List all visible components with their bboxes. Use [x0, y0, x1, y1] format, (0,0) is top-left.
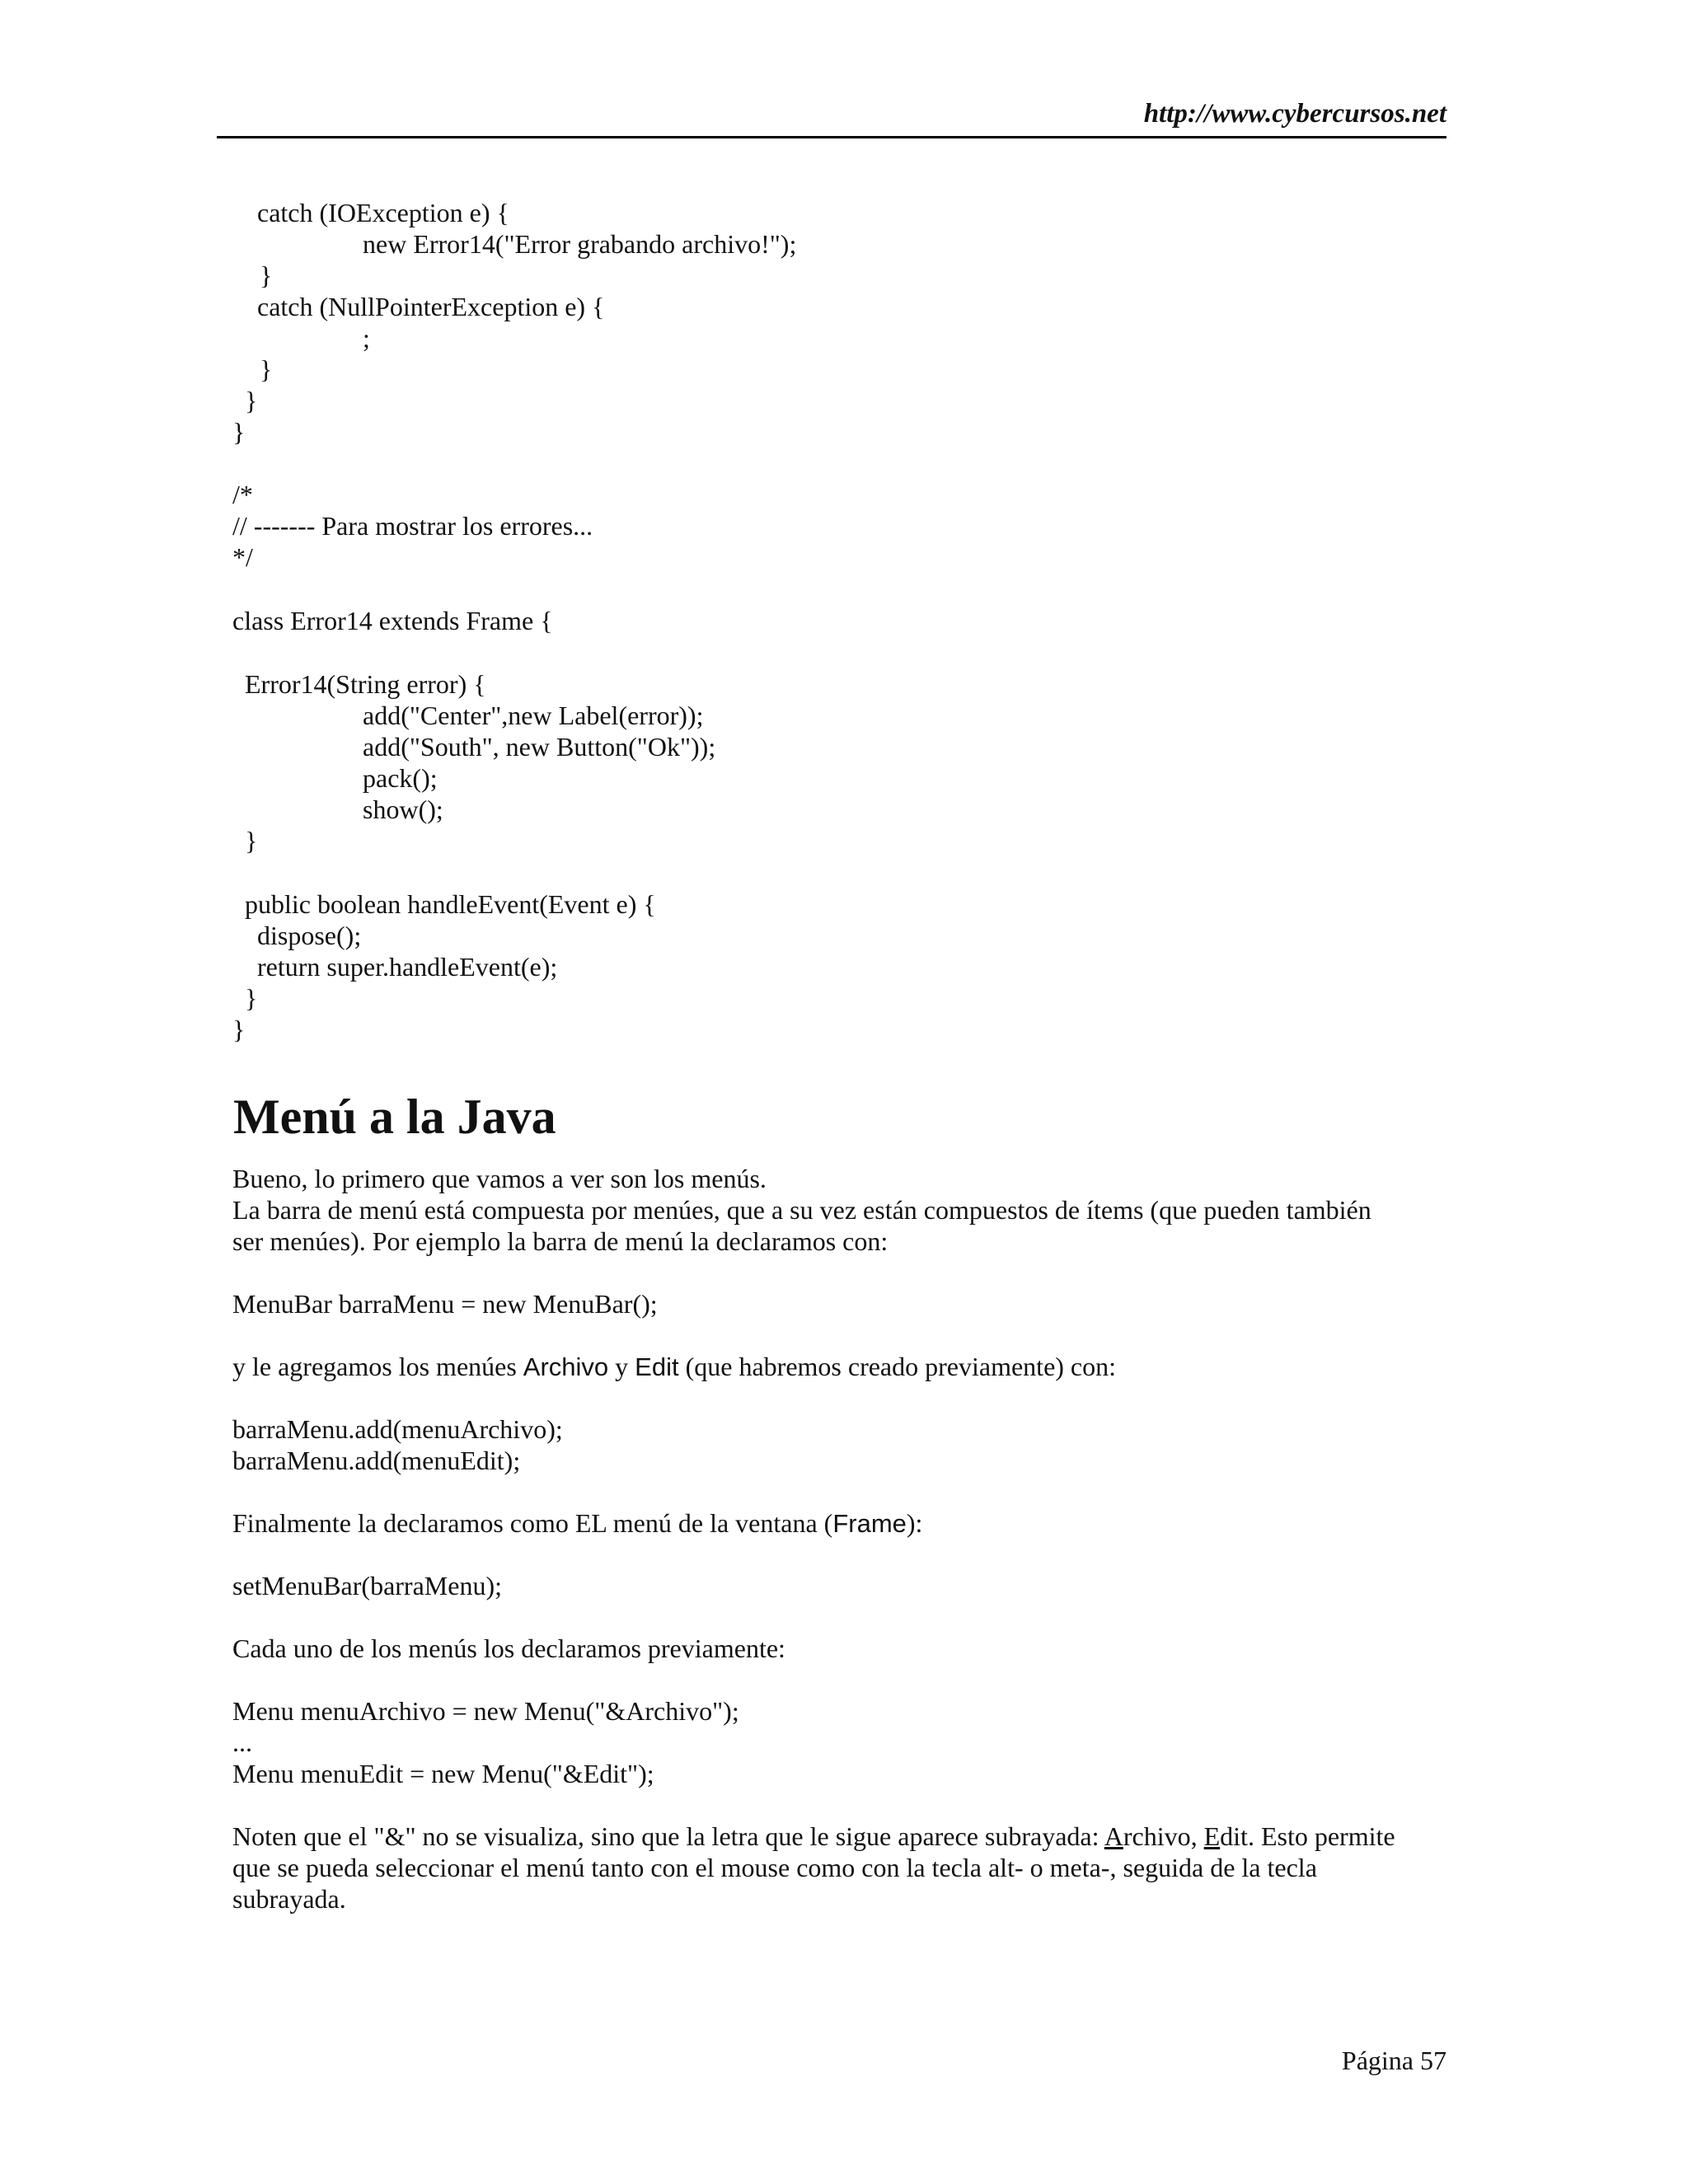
code-line: }	[245, 826, 258, 855]
code-line: ;	[363, 323, 370, 353]
text-run: Finalmente la declaramos como EL menú de la ventana (	[232, 1508, 833, 1538]
inline-code-edit: Edit	[635, 1352, 679, 1381]
paragraph-line: Bueno, lo primero que vamos a ver son los menús.	[232, 1164, 767, 1193]
code-line: add("South", new Button("Ok"));	[363, 732, 716, 762]
code-line: public boolean handleEvent(Event e) {	[245, 889, 656, 919]
inline-code-archivo: Archivo	[523, 1352, 609, 1381]
header-divider	[217, 136, 1447, 138]
code-line: catch (IOException e) {	[257, 198, 509, 227]
paragraph-line	[232, 1507, 922, 1540]
text-run: (que habremos creado previamente) con:	[678, 1352, 1117, 1381]
text-run: y le agregamos los menúes	[232, 1352, 523, 1381]
comment-line: /*	[232, 480, 253, 509]
code-line: new Error14("Error grabando archivo!");	[363, 229, 797, 259]
code-line: add("Center",new Label(error));	[363, 701, 704, 730]
paragraph-line	[232, 1820, 1395, 1853]
code-line: barraMenu.add(menuArchivo);	[232, 1414, 563, 1444]
paragraph-line: que se pueda seleccionar el menú tanto con el mouse como con la tecla alt- o meta-, seguida de la tecla	[232, 1853, 1317, 1882]
code-line: }	[245, 983, 258, 1013]
code-line: dispose();	[257, 921, 362, 950]
code-line: setMenuBar(barraMenu);	[232, 1571, 502, 1601]
code-line: Menu menuEdit = new Menu("&Edit");	[232, 1759, 654, 1788]
code-line: }	[260, 354, 273, 384]
paragraph-line: Cada uno de los menús los declaramos previamente:	[232, 1633, 785, 1663]
text-run: y	[608, 1352, 635, 1381]
header-url: http://www.cybercursos.net	[1143, 99, 1447, 129]
code-line: catch (NullPointerException e) {	[257, 292, 605, 321]
page-number: Página 57	[1341, 2046, 1447, 2075]
code-line: }	[232, 417, 246, 447]
underlined-letter: A	[1104, 1821, 1123, 1851]
underlined-letter: E	[1203, 1821, 1221, 1851]
text-run: ):	[906, 1508, 923, 1538]
section-title: Menú a la Java	[233, 1090, 556, 1144]
text-run: rchivo,	[1123, 1821, 1204, 1851]
code-line: }	[260, 260, 273, 290]
text-run: Noten que el "&" no se visualiza, sino que la letra que le sigue aparece subrayada:	[232, 1821, 1104, 1851]
text-run: dit. Esto permite	[1220, 1821, 1395, 1851]
comment-line: */	[232, 542, 253, 572]
inline-code-frame: Frame	[832, 1509, 907, 1538]
paragraph-line	[232, 1350, 1116, 1384]
code-line: return super.handleEvent(e);	[257, 952, 558, 982]
paragraph-line: La barra de menú está compuesta por menúes, que a su vez están compuestos de ítems (que pueden también	[232, 1195, 1372, 1225]
comment-line: // ------- Para mostrar los errores...	[232, 511, 593, 541]
paragraph-line: subrayada.	[232, 1884, 346, 1914]
code-line: Error14(String error) {	[245, 669, 486, 699]
code-line: }	[245, 386, 258, 415]
code-line: show();	[363, 794, 443, 824]
code-line: class Error14 extends Frame {	[232, 606, 553, 635]
code-line: barraMenu.add(menuEdit);	[232, 1446, 521, 1475]
code-line: MenuBar barraMenu = new MenuBar();	[232, 1289, 658, 1319]
code-line: Menu menuArchivo = new Menu("&Archivo");	[232, 1696, 739, 1726]
code-line: ...	[232, 1727, 252, 1757]
code-line: }	[232, 1015, 246, 1044]
paragraph-line: ser menúes). Por ejemplo la barra de menú la declaramos con:	[232, 1226, 889, 1256]
code-line: pack();	[363, 763, 438, 793]
